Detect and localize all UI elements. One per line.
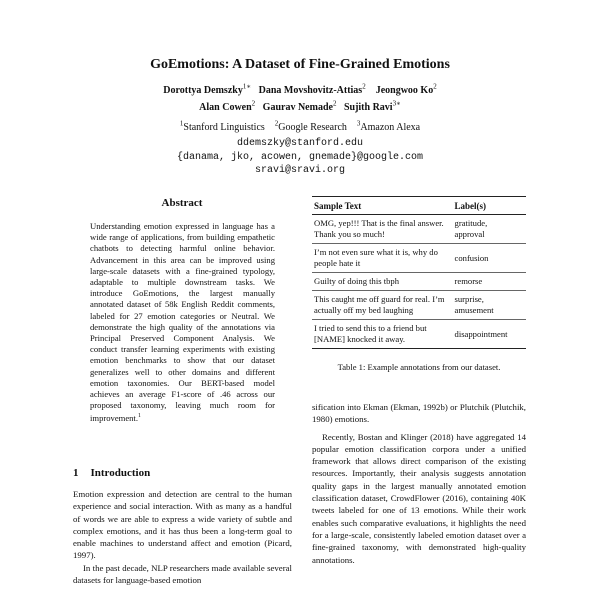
sample-text: I tried to send this to a friend but [NAME] knocked it away. [312, 320, 453, 349]
label-cell: confusion [453, 244, 526, 273]
table-row [312, 320, 526, 349]
author: Sujith Ravi$^{3∗}$ [343, 100, 401, 114]
author-line-1 [0, 83, 600, 96]
email: {danama, jko, acowen, gnemade}@google.com [176, 151, 424, 163]
author-line-2 [0, 100, 600, 113]
affiliation: $^1$Stanford Linguistics [179, 120, 265, 134]
section-heading [73, 467, 150, 479]
email: ddemszky@stanford.edu [236, 138, 364, 149]
paragraph: In the past decade, NLP researchers made available several datasets for language-based emotion [73, 562, 292, 586]
table-row [312, 244, 526, 273]
abstract-text: Understanding emotion expressed in language has a wide range of applications, from building empathetic chatbots to detecting harmful online behavior. Advancement in this area can be improved using large-scale datasets with a fine-grained typology, adaptable to multiple downstream tasks. We introduce GoEmotions, the largest manually annotated dataset of 58k English Reddit comments, labeled for 27 emotion categories or Neutral. We demonstrate the high quality of the annotations via Principal Preserved Component Analysis. We conduct transfer learning experiments with existing emotion benchmarks to show that our dataset generalizes well to other domains and different emotion taxonomies. Our BERT-based model achieves an average F1-score of .46 across our proposed taxonomy, leaving much room for improvement. [90, 221, 275, 424]
table-row [312, 291, 526, 320]
author: Gaurav Nemade$^2$ [262, 100, 337, 114]
column-header: Label(s) [453, 197, 526, 215]
affiliation: $^2$Google Research [274, 120, 347, 134]
author: Jeongwoo Ko$^2$ [375, 83, 437, 97]
footnote-marker: 1 [137, 413, 141, 420]
author: Dorottya Demszky$^{1∗}$ [163, 83, 252, 97]
sample-text: Guilty of doing this tbph [312, 273, 453, 291]
table-header-row [312, 197, 526, 215]
paragraph: sification into Ekman (Ekman, 1992b) or Plutchik (Plutchik, 1980) emotions. [312, 402, 526, 425]
intro-text [73, 488, 292, 586]
author: Alan Cowen$^2$ [199, 100, 256, 114]
table-row [312, 273, 526, 291]
author: Dana Movshovitz-Attias$^2$ [258, 83, 366, 97]
section-number: 1 [73, 467, 79, 479]
label-cell: disappointment [453, 320, 526, 349]
paper-title: GoEmotions: A Dataset of Fine-Grained Emotions [150, 57, 450, 72]
label-cell: remorse [453, 273, 526, 291]
table-caption: Table 1: Example annotations from our dataset. [337, 362, 501, 372]
paragraph: Recently, Bostan and Klinger (2018) have aggregated 14 popular emotion classification corpora under a unified framework that allows direct comparison of the existing resources. Importantly, their analysis suggests annotation quality gaps in the largest manually annotated emotion classification dataset, CrowdFlower (2016), containing 40K tweets labeled for one of 13 emotions. While their work enables such comparative evaluations, it highlights the need for a large-scale, consistently labeled emotion dataset over a fine-grained taxonomy, with demonstrated high-quality annotations. [312, 431, 526, 565]
affiliation: $^3$Amazon Alexa [356, 120, 421, 134]
email: sravi@sravi.org [254, 165, 345, 176]
sample-text: This caught me off guard for real. I’m actually off my bed laughing [312, 291, 453, 320]
sample-text: I’m not even sure what it is, why do people hate it [312, 244, 453, 273]
sample-text: OMG, yep!!! That is the final answer. Thank you so much! [312, 215, 453, 244]
column-header: Sample Text [312, 197, 453, 215]
emails [0, 137, 600, 178]
paragraph: Emotion expression and detection are central to the human experience and social interaction. With as many as a handful of words we are able to express a wide variety of subtle and complex emotions, and it has thus been a long-term goal to enable machines to understand affect and emotion (Picard, 1997). [73, 489, 292, 561]
label-cell: surprise, amusement [453, 291, 526, 320]
abstract-body [90, 221, 275, 425]
label-cell: gratitude, approval [453, 215, 526, 244]
right-column-text [312, 401, 526, 571]
annotation-table [312, 196, 526, 349]
table-row [312, 215, 526, 244]
section-title: Introduction [90, 467, 151, 479]
abstract-heading: Abstract [161, 197, 203, 209]
affiliations [0, 120, 600, 133]
